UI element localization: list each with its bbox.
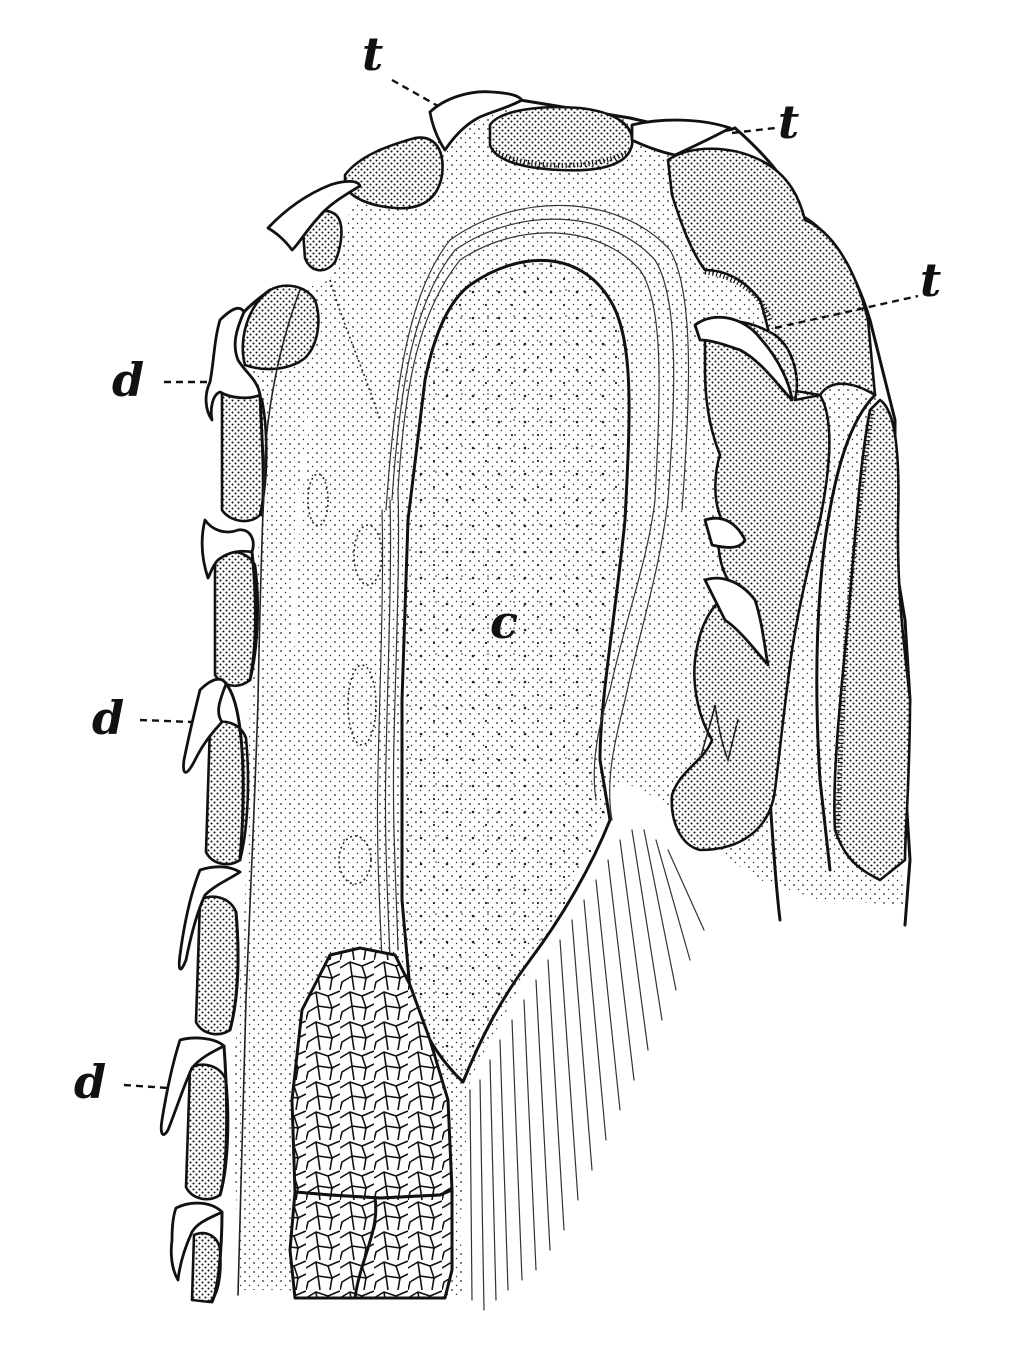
gland-left-5 (196, 897, 238, 1035)
cartilage-c-region (402, 260, 629, 1082)
label-d-middle: d (92, 691, 125, 745)
gland-left-6 (186, 1065, 228, 1200)
label-d-lower: d (74, 1055, 107, 1109)
leader-d-middle (140, 720, 192, 722)
label-d-upper: d (112, 353, 145, 407)
gland-top-left (345, 138, 443, 209)
gland-top-center (490, 107, 632, 170)
label-c-center: c (490, 595, 519, 649)
label-t-upper-right: t (778, 95, 800, 149)
cellular-tissue-lower (290, 1190, 452, 1298)
leader-d-lower (124, 1085, 168, 1088)
label-t-right: t (920, 253, 942, 307)
leader-t-top (392, 80, 438, 106)
label-t-top: t (362, 27, 384, 81)
